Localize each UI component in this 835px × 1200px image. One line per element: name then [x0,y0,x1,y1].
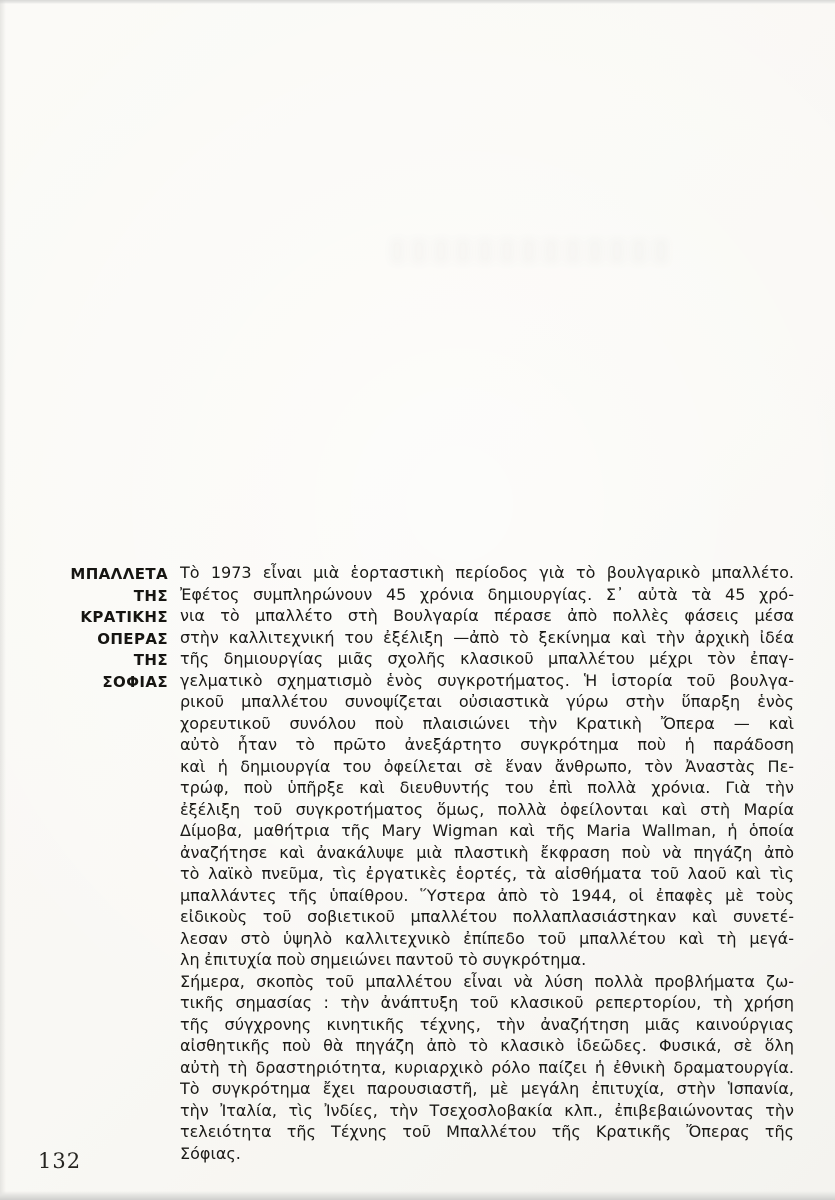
text-line: λη ἐπιτυχία ποὺ σημειώνει παντοῦ τὸ συγκρότημα. [180,950,587,969]
page-number: 132 [38,1149,82,1173]
text-line: μπαλλάντες τῆς ὑπαίθρου. Ὕστερα ἀπὸ τὸ 1944, οἱ ἐπαφὲς μὲ τοὺς [180,885,794,905]
text-line: ἐξέλιξη τοῦ συγκροτήματος ὅμως, πολλὰ ὀφείλονται καὶ στὴ Μαρία [180,799,794,819]
text-line: ἀναζήτησε καὶ ἀνακάλυψε μιὰ πλαστικὴ ἔκφραση ποὺ νὰ πηγάζη ἀπὸ [180,842,794,862]
text-line: καὶ ἡ δημιουργία του ὀφείλεται σὲ ἕναν ἄνθρωπο, τὸν Ἀναστὰς Πε- [180,756,794,776]
text-line: στὴν καλλιτεχνική του ἐξέλιξη —ἀπὸ τὸ ξεκίνημα καὶ τὴν ἀρχικὴ ἰδέα [180,627,794,647]
text-line: Ἐφέτος συμπληρώνουν 45 χρόνια δημιουργίας. Σ᾿ αὐτὰ τὰ 45 χρό- [180,584,794,604]
show-through-smudge [390,238,670,264]
text-line: αὐτὸ ἦταν τὸ πρῶτο ἀνεξάρτητο συγκρότημα ποὺ ἡ παράδοση [180,735,794,754]
text-line: αἰσθητικῆς ποὺ θὰ πηγάζη ἀπὸ τὸ κλασικὸ ἰδεῶδες. Φυσικά, σὲ ὅλη [180,1036,794,1055]
text-line: ρικοῦ μπαλλέτου συνοψίζεται οὐσιαστικὰ γύρω στὴν ὕπαρξη ἑνὸς [180,692,794,711]
section-heading-line: ΚΡΑΤΙΚΗΣ [80,608,168,626]
section-heading-line: ΟΠΕΡΑΣ [97,629,168,648]
text-line: χορευτικοῦ συνόλου ποὺ πλαισιώνει τὴν Κρατικὴ Ὄπερα — καὶ [180,713,794,733]
text-line: Τὸ 1973 εἶναι μιὰ ἑορταστικὴ περίοδος γιὰ τὸ βουλγαρικὸ μπαλλέτο. [180,563,794,582]
section-heading-line: ΤΗΣ [133,651,168,669]
scan-edge-left [0,0,6,1200]
text-line: Σόφιας. [180,1143,241,1163]
text-line: τῆς δημιουργίας μιᾶς σχολῆς κλασικοῦ μπαλλέτου μέχρι τὸν ἐπαγ- [180,649,794,668]
section-heading-line: ΤΗΣ [133,586,168,605]
section-heading [60,564,168,693]
section-heading-line: ΣΟΦΙΑΣ [102,672,168,691]
text-line: Σήμερα, σκοπὸς τοῦ μπαλλέτου εἶναι νὰ λύση πολλὰ προβλήματα ζω- [180,971,794,991]
scan-edge-bottom [0,1191,835,1200]
text-line: γελματικὸ σχηματισμὸ ἑνὸς συγκροτήματος. Ἡ ἱστορία τοῦ βουλγα- [180,670,794,690]
text-line: Τὸ συγκρότημα ἔχει παρουσιαστῆ, μὲ μεγάλη ἐπιτυχία, στὴν Ἱσπανία, [180,1079,794,1098]
text-line: τικῆς σημασίας : τὴν ἀνάπτυξη τοῦ κλασικοῦ ρεπερτορίου, τὴ χρήση [180,993,794,1012]
section-heading-line: ΜΠΑΛΛΕΤΑ [70,565,168,583]
text-line: Δίμοβα, μαθήτρια τῆς Mary Wigman καὶ τῆς Maria Wallman, ἡ ὁποία [180,821,794,840]
text-line: τελειότητα τῆς Τέχνης τοῦ Μπαλλέτου τῆς Κρατικῆς Ὄπερας τῆς [180,1122,794,1141]
text-line: τὸ λαϊκὸ πνεῦμα, τὶς ἐργατικὲς ἑορτές, τὰ αἰσθήματα τοῦ λαοῦ καὶ τὶς [180,864,794,883]
text-line: εἰδικοὺς τοῦ σοβιετικοῦ μπαλλέτου πολλαπλασιάστηκαν καὶ συνετέ- [180,907,794,926]
text-line: τὴν Ἰταλία, τὶς Ἰνδίες, τὴν Τσεχοσλοβακία κλπ., ἐπιβεβαιώνοντας τὴν [180,1100,794,1120]
text-line: τρώφ, ποὺ ὑπῆρξε καὶ διευθυντής του ἐπὶ πολλὰ χρόνια. Γιὰ τὴν [180,778,794,797]
text-line: τῆς σύγχρονης κινητικῆς τέχνης, τὴν ἀναζήτηση μιᾶς καινούργιας [180,1014,794,1034]
scan-edge-top [0,0,835,4]
article-text [180,562,794,1164]
text-line: νια τὸ μπαλλέτο στὴ Βουλγαρία πέρασε ἀπὸ πολλὲς φάσεις μέσα [180,606,794,625]
text-line: αὐτὴ τὴ δραστηριότητα, κυριαρχικὸ ρόλο παίζει ἡ ἐθνικὴ δραματουργία. [180,1057,794,1077]
text-line: λεσαν στὸ ὑψηλὸ καλλιτεχνικὸ ἐπίπεδο τοῦ μπαλλέτου καὶ τὴ μεγά- [180,928,794,948]
